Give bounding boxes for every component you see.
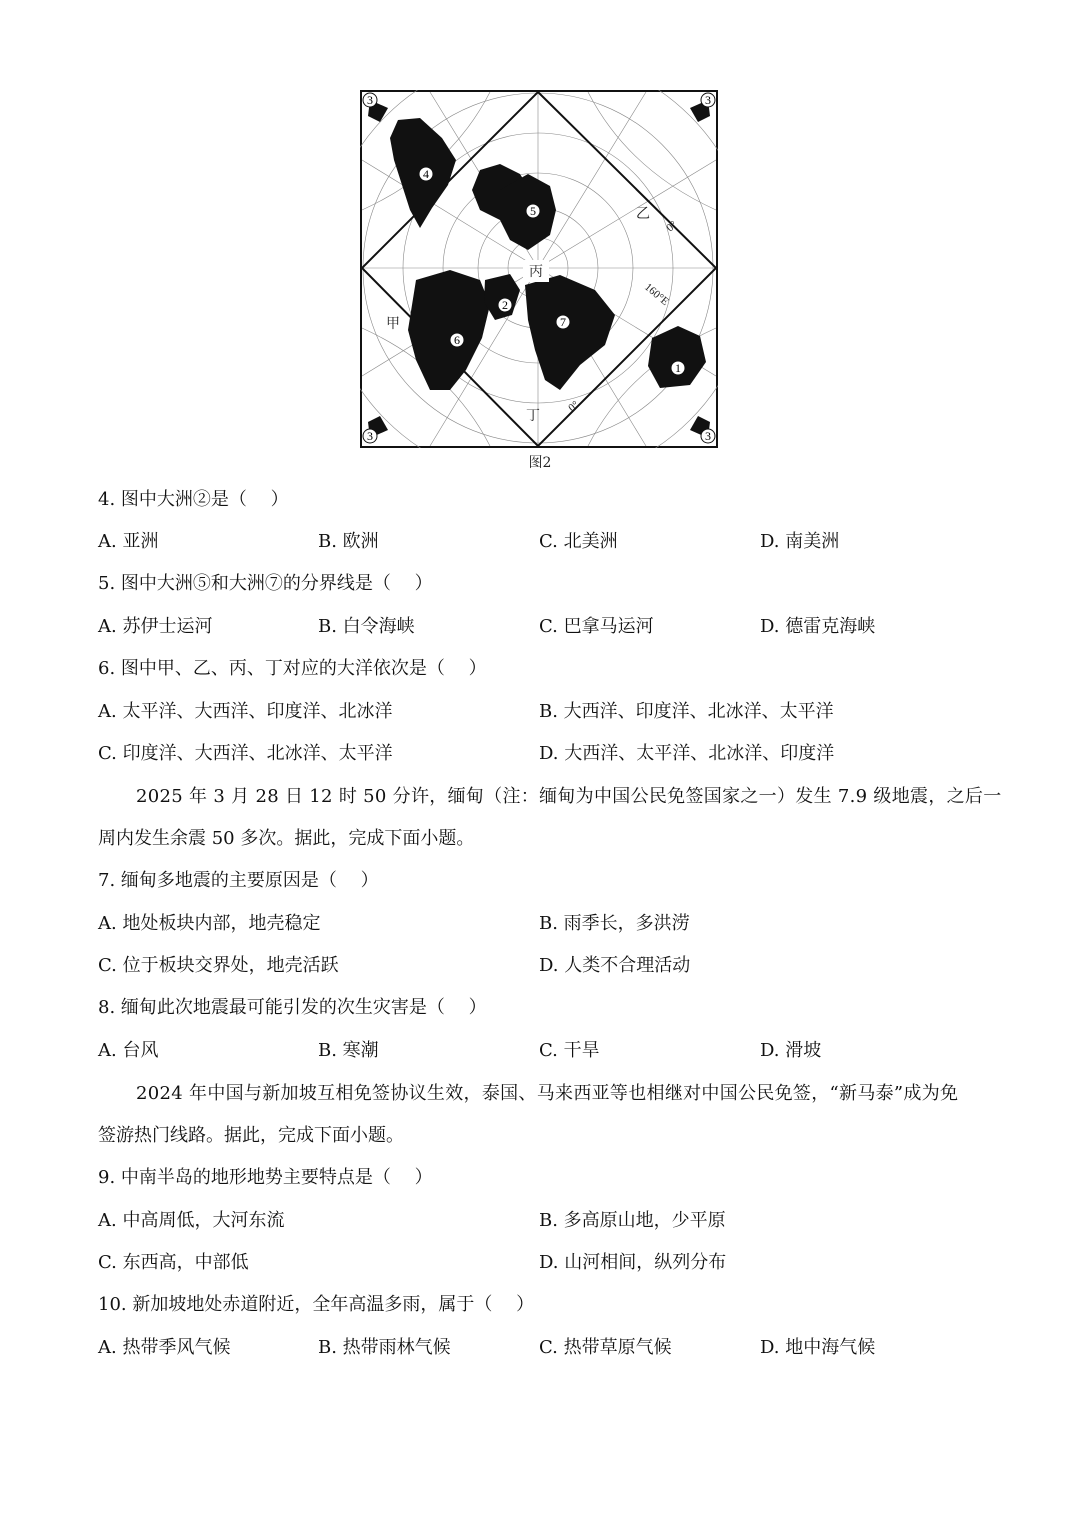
label-2: 2 [502, 298, 508, 312]
label-5: 5 [530, 204, 536, 218]
label-bing: 丙 [529, 265, 543, 280]
label-3-bottom-left: 3 [367, 429, 373, 443]
question-10-stem: 10. 新加坡地处赤道附近，全年高温多雨，属于（ ） [98, 1294, 535, 1315]
question-7-option-c[interactable]: C. 位于板块交界处，地壳活跃 [98, 955, 339, 976]
question-9-stem: 9. 中南半岛的地形地势主要特点是（ ） [98, 1167, 433, 1188]
question-4-stem: 4. 图中大洲②是（ ） [98, 489, 289, 510]
question-7-stem: 7. 缅甸多地震的主要原因是（ ） [98, 870, 379, 891]
passage-1-line-2: 周内发生余震 50 多次。据此，完成下面小题。 [98, 828, 475, 849]
question-8-stem: 8. 缅甸此次地震最可能引发的次生灾害是（ ） [98, 997, 487, 1018]
label-6: 6 [454, 333, 460, 347]
question-6-option-c[interactable]: C. 印度洋、大西洋、北冰洋、太平洋 [98, 743, 393, 764]
question-5-option-c[interactable]: C. 巴拿马运河 [539, 616, 654, 637]
question-8-option-c[interactable]: C. 干旱 [539, 1040, 600, 1061]
label-4: 4 [423, 167, 429, 181]
question-8-option-a[interactable]: A. 台风 [98, 1040, 159, 1061]
label-lon-0-bottom: 0° [566, 398, 582, 415]
label-jia: 甲 [386, 317, 400, 332]
label-lon-0-top: 0° [664, 218, 680, 235]
label-lon-160: 160°E [642, 281, 671, 309]
question-4-option-a[interactable]: A. 亚洲 [98, 531, 159, 552]
question-6-option-b[interactable]: B. 大西洋、印度洋、北冰洋、太平洋 [539, 701, 834, 722]
question-6-option-d[interactable]: D. 大西洋、太平洋、北冰洋、印度洋 [539, 743, 835, 764]
question-7-option-d[interactable]: D. 人类不合理活动 [539, 955, 691, 976]
question-8-option-b[interactable]: B. 寒潮 [318, 1040, 379, 1061]
question-5-option-b[interactable]: B. 白令海峡 [318, 616, 415, 637]
question-9-option-b[interactable]: B. 多高原山地，少平原 [539, 1210, 726, 1231]
world-map-image [360, 90, 718, 448]
question-7-option-b[interactable]: B. 雨季长，多洪涝 [539, 913, 690, 934]
question-9-option-a[interactable]: A. 中高周低，大河东流 [98, 1210, 285, 1231]
question-7-option-a[interactable]: A. 地处板块内部，地壳稳定 [98, 913, 321, 934]
question-10-option-a[interactable]: A. 热带季风气候 [98, 1337, 231, 1358]
question-6-stem: 6. 图中甲、乙、丙、丁对应的大洋依次是（ ） [98, 658, 487, 679]
label-yi: 乙 [636, 207, 650, 222]
question-4-option-d[interactable]: D. 南美洲 [760, 531, 840, 552]
passage-2-line-2: 签游热门线路。据此，完成下面小题。 [98, 1125, 404, 1146]
question-4-option-b[interactable]: B. 欧洲 [318, 531, 379, 552]
question-10-option-d[interactable]: D. 地中海气候 [760, 1337, 876, 1358]
question-5-option-a[interactable]: A. 苏伊士运河 [98, 616, 213, 637]
passage-2-line-1: 2024 年中国与新加坡互相免签协议生效，泰国、马来西亚等也相继对中国公民免签，“新马泰”成为免 [136, 1083, 959, 1104]
world-map-figure [360, 90, 718, 448]
question-9-option-d[interactable]: D. 山河相间，纵列分布 [539, 1252, 727, 1273]
label-7: 7 [560, 315, 566, 329]
label-3-bottom-right: 3 [705, 429, 711, 443]
label-3-top-left: 3 [367, 93, 373, 107]
passage-1-line-1: 2025 年 3 月 28 日 12 时 50 分许，缅甸（注：缅甸为中国公民免签国家之一）发生 7.9 级地震，之后一 [136, 786, 1002, 807]
question-10-option-b[interactable]: B. 热带雨林气候 [318, 1337, 451, 1358]
question-8-option-d[interactable]: D. 滑坡 [760, 1040, 822, 1061]
figure-caption: 图2 [528, 455, 552, 471]
label-3-top-right: 3 [705, 93, 711, 107]
label-ding: 丁 [526, 409, 540, 424]
question-10-option-c[interactable]: C. 热带草原气候 [539, 1337, 672, 1358]
question-4-option-c[interactable]: C. 北美洲 [539, 531, 618, 552]
label-1: 1 [675, 361, 681, 375]
question-9-option-c[interactable]: C. 东西高，中部低 [98, 1252, 249, 1273]
question-5-stem: 5. 图中大洲⑤和大洲⑦的分界线是（ ） [98, 573, 433, 594]
question-5-option-d[interactable]: D. 德雷克海峡 [760, 616, 876, 637]
question-6-option-a[interactable]: A. 太平洋、大西洋、印度洋、北冰洋 [98, 701, 393, 722]
